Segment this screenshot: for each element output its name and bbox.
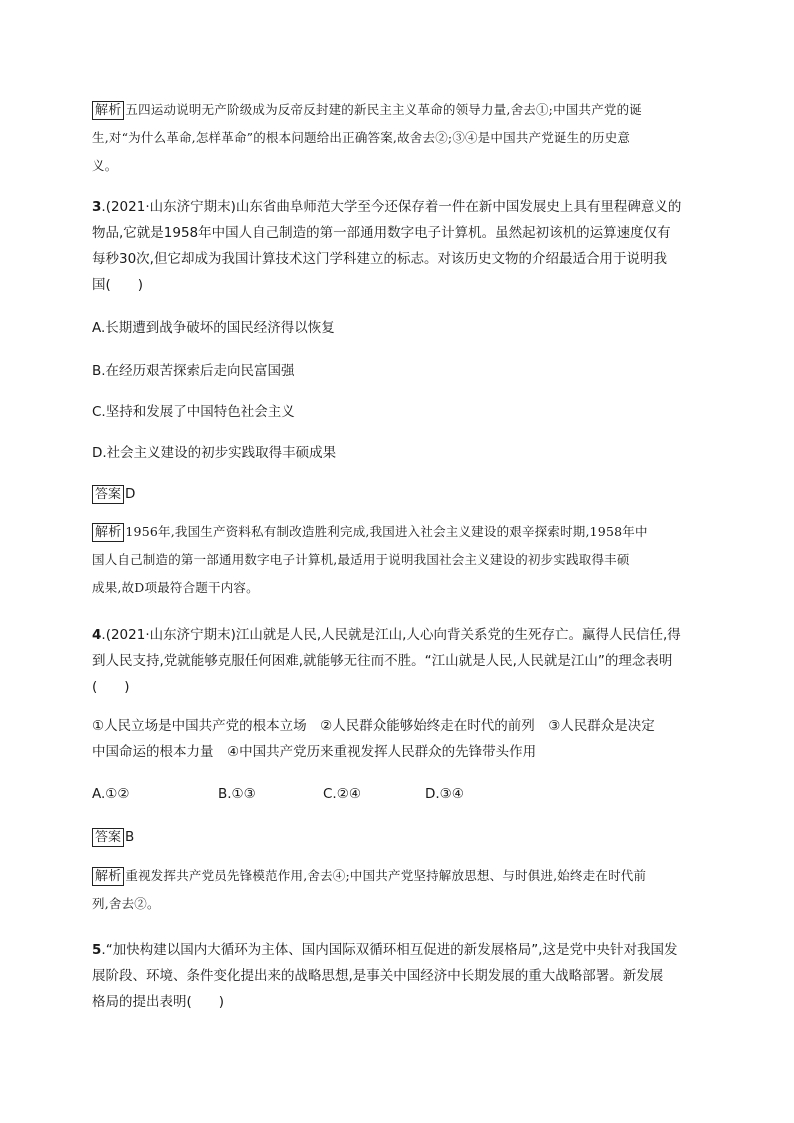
question-number: 5 <box>92 942 102 958</box>
analysis-tag: 解析 <box>92 867 124 886</box>
answer-value: D <box>125 486 136 502</box>
analysis-line: 国人自己制造的第一部通用数字电子计算机,最适用于说明我国社会主义建设的初步实践取得丰硕 <box>92 552 630 567</box>
analysis-block-q3 <box>92 518 702 602</box>
question-line: 展阶段、环境、条件变化提出来的战略思想,是事关中国经济中长期发展的重大战略部署。新发展 <box>92 968 664 984</box>
option-c: C.坚持和发展了中国特色社会主义 <box>92 404 295 420</box>
answer-tag: 答案 <box>92 828 124 847</box>
question-line: ( ) <box>92 679 130 695</box>
question-4-items <box>92 713 702 765</box>
analysis-tag: 解析 <box>92 101 124 120</box>
question-4-options <box>92 786 702 806</box>
question-line: 每秒30次,但它却成为我国计算技术这门学科建立的标志。对该历史文物的介绍最适合用于说明我 <box>92 251 667 267</box>
question-3-stem <box>92 194 702 298</box>
question-line: 格局的提出表明( ) <box>92 994 225 1010</box>
question-line: 4.(2021·山东济宁期末)江山就是人民,人民就是江山,人心向背关系党的生死存亡。赢得人民信任,得 <box>92 627 681 643</box>
items-line: ①人民立场是中国共产党的根本立场 ②人民群众能够始终走在时代的前列 ③人民群众是决定 <box>92 718 655 734</box>
answer-row-q3 <box>92 484 702 504</box>
question-number: 3 <box>92 199 102 215</box>
analysis-block-q4 <box>92 862 702 918</box>
question-line: 到人民支持,党就能够克服任何困难,就能够无往而不胜。“江山就是人民,人民就是江山”的理念表明 <box>92 653 673 669</box>
question-line: 国( ) <box>92 277 144 293</box>
analysis-line: 解析 1956年,我国生产资料私有制改造胜利完成,我国进入社会主义建设的艰辛探索时期,1958年中 <box>92 518 702 546</box>
option-b: B.在经历艰苦探索后走向民富国强 <box>92 363 295 379</box>
analysis-line: 成果,故D项最符合题干内容。 <box>92 580 259 595</box>
option-a: A.①② <box>92 786 130 802</box>
analysis-tag: 解析 <box>92 523 124 542</box>
question-number: 4 <box>92 627 102 643</box>
analysis-line: 列,舍去②。 <box>92 896 160 911</box>
items-line: 中国命运的根本力量 ④中国共产党历来重视发挥人民群众的先锋带头作用 <box>92 744 537 760</box>
option-b: B.①③ <box>218 786 256 802</box>
question-4-stem <box>92 622 702 700</box>
option-a: A.长期遭到战争破坏的国民经济得以恢复 <box>92 320 335 336</box>
analysis-line: 义。 <box>92 158 118 173</box>
answer-value: B <box>125 829 135 845</box>
analysis-block-q2 <box>92 96 702 180</box>
analysis-line: 解析 重视发挥共产党员先锋模范作用,舍去④;中国共产党坚持解放思想、与时俱进,始终走在时代前 <box>92 862 702 890</box>
question-5-stem <box>92 937 702 1015</box>
analysis-line: 生,对“为什么革命,怎样革命”的根本问题给出正确答案,故舍去②;③④是中国共产党诞生的历史意 <box>92 130 631 145</box>
option-d: D.③④ <box>425 786 464 802</box>
question-line: 物品,它就是1958年中国人自己制造的第一部通用数字电子计算机。虽然起初该机的运算速度仅有 <box>92 225 671 241</box>
option-c: C.②④ <box>323 786 361 802</box>
option-d: D.社会主义建设的初步实践取得丰硕成果 <box>92 445 337 461</box>
analysis-line: 解析 五四运动说明无产阶级成为反帝反封建的新民主主义革命的领导力量,舍去①;中国共产党的诞 <box>92 96 702 124</box>
answer-row-q4 <box>92 827 702 847</box>
question-line: 5.“加快构建以国内大循环为主体、国内国际双循环相互促进的新发展格局”,这是党中央针对我国发 <box>92 942 678 958</box>
answer-tag: 答案 <box>92 485 124 504</box>
question-line: 3.(2021·山东济宁期末)山东省曲阜师范大学至今还保存着一件在新中国发展史上具有里程碑意义的 <box>92 199 682 215</box>
